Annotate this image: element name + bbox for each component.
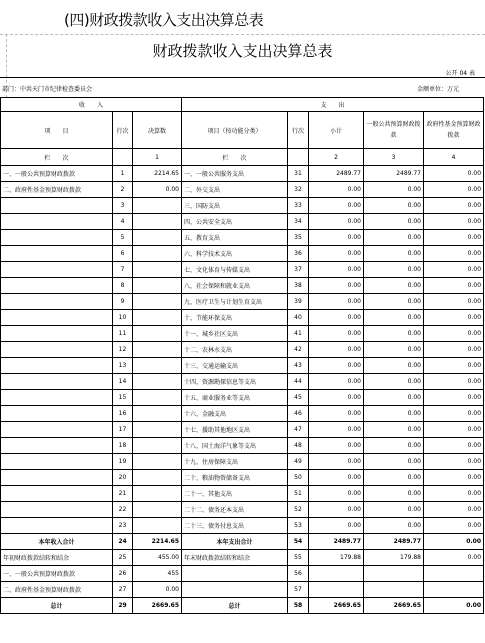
table-row: [1, 262, 484, 278]
cell-sub: [309, 566, 364, 582]
cell-gfb: 0.00: [424, 342, 484, 358]
cell-ex-item: 本年支出合计: [182, 534, 288, 550]
cell-gpb: 2669.65: [364, 598, 424, 614]
cell-in-amt: [133, 230, 182, 246]
cell-in-no: 29: [113, 598, 133, 614]
cell-in-no: 25: [113, 550, 133, 566]
cell-gpb: 0.00: [364, 198, 424, 214]
cell-gfb: 0.00: [424, 262, 484, 278]
cell-gfb: [424, 566, 484, 582]
cell-gpb: 0.00: [364, 406, 424, 422]
cell-in-no: 17: [113, 422, 133, 438]
report-title: 财政拨款收入支出决算总表: [152, 42, 333, 60]
header-general-public-budget: 一般公共预算财政拨款: [364, 112, 424, 149]
cell-gfb: 0.00: [424, 534, 484, 550]
cell-in-item: [1, 470, 113, 486]
summary-row: [1, 566, 484, 582]
table-row: [1, 454, 484, 470]
cell-gpb: 0.00: [364, 422, 424, 438]
table-row: [1, 486, 484, 502]
cell-in-no: 5: [113, 230, 133, 246]
header-final-amount: 决算数: [133, 112, 182, 149]
cell-in-no: 1: [113, 166, 133, 182]
table-row: [1, 246, 484, 262]
table-row: [1, 470, 484, 486]
cell-sub: 0.00: [309, 454, 364, 470]
cell-in-amt: 0.00: [133, 582, 182, 598]
cell-in-no: 14: [113, 374, 133, 390]
cell-ex-no: 48: [288, 438, 309, 454]
cell-gpb: 0.00: [364, 310, 424, 326]
cell-ex-no: 58: [288, 598, 309, 614]
cell-in-item: [1, 230, 113, 246]
table-row: [1, 230, 484, 246]
cell-ex-item: 六、科学技术支出: [182, 246, 288, 262]
header-income-line-no: 行次: [113, 112, 133, 149]
cell-gpb: 0.00: [364, 518, 424, 534]
table-row: [1, 422, 484, 438]
cell-in-no: 9: [113, 294, 133, 310]
cell-in-no: 10: [113, 310, 133, 326]
table-row: [1, 518, 484, 534]
table-row: [1, 182, 484, 198]
cell-gpb: 0.00: [364, 470, 424, 486]
cell-in-item: [1, 422, 113, 438]
department-label: 部门：中共天门市纪律检查委员会: [2, 86, 93, 93]
cell-gpb: [364, 582, 424, 598]
cell-in-no: 6: [113, 246, 133, 262]
cell-in-amt: [133, 342, 182, 358]
cell-ex-item: 三、国防支出: [182, 198, 288, 214]
cell-ex-no: 50: [288, 470, 309, 486]
cell-in-no: 19: [113, 454, 133, 470]
cell-gpb: [364, 566, 424, 582]
cell-gfb: 0.00: [424, 374, 484, 390]
cell-ex-no: 36: [288, 246, 309, 262]
column-index-2: 2: [309, 149, 364, 166]
cell-gfb: 0.00: [424, 214, 484, 230]
column-index-row: [1, 149, 484, 166]
cell-in-item: [1, 374, 113, 390]
cell-in-no: 7: [113, 262, 133, 278]
cell-sub: 0.00: [309, 486, 364, 502]
cell-ex-no: 51: [288, 486, 309, 502]
cell-in-item: [1, 502, 113, 518]
table-row: [1, 374, 484, 390]
cell-in-no: 27: [113, 582, 133, 598]
cell-gpb: 0.00: [364, 230, 424, 246]
cell-in-item: [1, 214, 113, 230]
cell-ex-no: 57: [288, 582, 309, 598]
cell-ex-item: 七、文化体育与传媒支出: [182, 262, 288, 278]
cell-sub: 0.00: [309, 246, 364, 262]
cell-in-amt: [133, 326, 182, 342]
cell-ex-no: 46: [288, 406, 309, 422]
cell-in-item: [1, 438, 113, 454]
cell-in-amt: 0.00: [133, 182, 182, 198]
cell-gpb: 0.00: [364, 486, 424, 502]
cell-sub: 2489.77: [309, 166, 364, 182]
cell-ex-no: 31: [288, 166, 309, 182]
cell-in-item: [1, 486, 113, 502]
cell-ex-item: [182, 582, 288, 598]
cell-ex-no: 32: [288, 182, 309, 198]
cell-ex-no: 39: [288, 294, 309, 310]
cell-gpb: 0.00: [364, 390, 424, 406]
cell-ex-item: 十二、农林水支出: [182, 342, 288, 358]
cell-gpb: 0.00: [364, 294, 424, 310]
cell-sub: 0.00: [309, 358, 364, 374]
cell-gpb: 2489.77: [364, 534, 424, 550]
cell-ex-no: 55: [288, 550, 309, 566]
cell-gfb: 0.00: [424, 422, 484, 438]
cell-sub: 0.00: [309, 422, 364, 438]
cell-in-no: 26: [113, 566, 133, 582]
cell-ex-no: 44: [288, 374, 309, 390]
cell-sub: 0.00: [309, 390, 364, 406]
cell-gpb: 0.00: [364, 454, 424, 470]
cell-gfb: 0.00: [424, 550, 484, 566]
table-row: [1, 310, 484, 326]
cell-ex-no: 37: [288, 262, 309, 278]
cell-sub: 0.00: [309, 230, 364, 246]
cell-in-item: 年初财政拨款结转和结余: [1, 550, 113, 566]
table-row: [1, 294, 484, 310]
cell-gpb: 0.00: [364, 182, 424, 198]
cell-in-no: 20: [113, 470, 133, 486]
cell-ex-no: 35: [288, 230, 309, 246]
cell-in-item: [1, 406, 113, 422]
cell-in-amt: [133, 310, 182, 326]
cell-in-item: [1, 326, 113, 342]
header-divider: [0, 77, 485, 78]
cell-ex-item: 十四、资源勘探信息等支出: [182, 374, 288, 390]
cell-gpb: 2489.77: [364, 166, 424, 182]
cell-gpb: 0.00: [364, 374, 424, 390]
cell-sub: 2669.65: [309, 598, 364, 614]
cell-ex-item: 五、教育支出: [182, 230, 288, 246]
header-expense-line-no: 行次: [288, 112, 309, 149]
table-row: [1, 198, 484, 214]
cell-ex-item: 八、社会保障和就业支出: [182, 278, 288, 294]
cell-in-item: [1, 390, 113, 406]
income-group-header: 收 入: [1, 98, 182, 112]
cell-gpb: 0.00: [364, 326, 424, 342]
cell-gfb: [424, 582, 484, 598]
cell-gpb: 0.00: [364, 438, 424, 454]
table-row: [1, 278, 484, 294]
cell-gfb: 0.00: [424, 438, 484, 454]
cell-ex-no: 42: [288, 342, 309, 358]
cell-ex-item: 十一、城乡社区支出: [182, 326, 288, 342]
table-row: [1, 502, 484, 518]
cell-gfb: 0.00: [424, 358, 484, 374]
cell-in-no: 24: [113, 534, 133, 550]
cell-sub: 179.88: [309, 550, 364, 566]
cell-in-amt: [133, 486, 182, 502]
summary-row: [1, 582, 484, 598]
cell-in-amt: 455.00: [133, 550, 182, 566]
cell-gfb: 0.00: [424, 230, 484, 246]
cell-in-amt: [133, 502, 182, 518]
cell-sub: 0.00: [309, 262, 364, 278]
cell-in-amt: [133, 374, 182, 390]
cell-gpb: 0.00: [364, 246, 424, 262]
cell-ex-no: 41: [288, 326, 309, 342]
cell-ex-item: 一、一般公共服务支出: [182, 166, 288, 182]
cell-in-amt: [133, 518, 182, 534]
cell-in-amt: [133, 278, 182, 294]
cell-sub: 0.00: [309, 438, 364, 454]
column-index-label: 栏 次: [182, 149, 288, 166]
summary-row: [1, 534, 484, 550]
cell-in-no: 2: [113, 182, 133, 198]
table-row: [1, 214, 484, 230]
cell-ex-item: [182, 566, 288, 582]
cell-gfb: 0.00: [424, 166, 484, 182]
cell-sub: 0.00: [309, 294, 364, 310]
cell-in-amt: 2214.65: [133, 166, 182, 182]
cell-in-no: 13: [113, 358, 133, 374]
cell-ex-item: 九、医疗卫生与计划生育支出: [182, 294, 288, 310]
cell-in-amt: 2214.65: [133, 534, 182, 550]
cell-sub: 0.00: [309, 502, 364, 518]
header-expense-item: 项目（按功能分类）: [182, 112, 288, 149]
table-row: [1, 406, 484, 422]
table-row: [1, 166, 484, 182]
cell-ex-no: 53: [288, 518, 309, 534]
cell-in-amt: [133, 294, 182, 310]
cell-gfb: 0.00: [424, 246, 484, 262]
cell-gpb: 0.00: [364, 214, 424, 230]
cell-in-no: 12: [113, 342, 133, 358]
header-gov-fund-budget: 政府性基金预算财政拨款: [424, 112, 484, 149]
cell-ex-item: 十七、援助其他地区支出: [182, 422, 288, 438]
cell-in-amt: [133, 358, 182, 374]
cell-in-amt: [133, 470, 182, 486]
cell-ex-no: 52: [288, 502, 309, 518]
cell-in-item: [1, 278, 113, 294]
cell-sub: 0.00: [309, 374, 364, 390]
cell-sub: 0.00: [309, 182, 364, 198]
group-header-row: [1, 98, 484, 112]
cell-ex-no: 40: [288, 310, 309, 326]
cell-in-amt: [133, 454, 182, 470]
column-index-1: 1: [133, 149, 182, 166]
cell-gfb: 0.00: [424, 470, 484, 486]
cell-in-item: [1, 358, 113, 374]
cell-gfb: 0.00: [424, 406, 484, 422]
cell-gpb: 0.00: [364, 358, 424, 374]
cell-in-no: 21: [113, 486, 133, 502]
column-index-4: 4: [424, 149, 484, 166]
header-subtotal: 小计: [309, 112, 364, 149]
cell-gfb: 0.00: [424, 486, 484, 502]
cell-in-item: 二、政府性基金预算财政拨款: [1, 582, 113, 598]
table-row: [1, 342, 484, 358]
cell-in-no: 15: [113, 390, 133, 406]
cell-ex-no: 54: [288, 534, 309, 550]
cell-in-amt: 2669.65: [133, 598, 182, 614]
cell-in-item: 一、一般公共预算财政拨款: [1, 166, 113, 182]
cell-in-item: [1, 198, 113, 214]
cell-ex-no: 47: [288, 422, 309, 438]
cell-in-amt: 455: [133, 566, 182, 582]
cell-in-item: 本年收入合计: [1, 534, 113, 550]
table-row: [1, 390, 484, 406]
cell-in-item: 总计: [1, 598, 113, 614]
cell-in-item: 二、政府性基金预算财政拨款: [1, 182, 113, 198]
cell-ex-no: 38: [288, 278, 309, 294]
table-row: [1, 438, 484, 454]
cell-sub: 0.00: [309, 518, 364, 534]
cell-ex-no: 43: [288, 358, 309, 374]
cell-ex-item: 十八、国土海洋气象等支出: [182, 438, 288, 454]
cell-ex-item: 十九、住房保障支出: [182, 454, 288, 470]
cell-sub: 0.00: [309, 406, 364, 422]
section-heading: (四)财政拨款收入支出决算总表: [64, 11, 264, 29]
cell-sub: 0.00: [309, 198, 364, 214]
cell-ex-item: 二十二、债务还本支出: [182, 502, 288, 518]
cell-in-item: 一、一般公共预算财政拨款: [1, 566, 113, 582]
cell-in-item: [1, 262, 113, 278]
cell-sub: 0.00: [309, 326, 364, 342]
cell-ex-item: 二、外交支出: [182, 182, 288, 198]
table-row: [1, 326, 484, 342]
cell-ex-item: 四、公共安全支出: [182, 214, 288, 230]
cell-gfb: 0.00: [424, 390, 484, 406]
cell-ex-no: 33: [288, 198, 309, 214]
cell-sub: 0.00: [309, 470, 364, 486]
cell-sub: 0.00: [309, 278, 364, 294]
cell-in-no: 16: [113, 406, 133, 422]
cell-ex-item: 十五、商业服务业等支出: [182, 390, 288, 406]
cell-in-amt: [133, 198, 182, 214]
cell-gfb: 0.00: [424, 502, 484, 518]
cell-in-amt: [133, 406, 182, 422]
cell-ex-item: 二十、粮油物资储备支出: [182, 470, 288, 486]
cell-gfb: 0.00: [424, 310, 484, 326]
cell-in-item: [1, 246, 113, 262]
cell-ex-no: 45: [288, 390, 309, 406]
cell-in-item: [1, 310, 113, 326]
cell-sub: 0.00: [309, 214, 364, 230]
cell-in-no: 23: [113, 518, 133, 534]
cell-in-no: 8: [113, 278, 133, 294]
cell-in-no: 11: [113, 326, 133, 342]
cell-ex-item: 十、节能环保支出: [182, 310, 288, 326]
cell-in-item: [1, 342, 113, 358]
cell-gfb: 0.00: [424, 294, 484, 310]
cell-in-amt: [133, 422, 182, 438]
cell-gfb: 0.00: [424, 598, 484, 614]
cell-in-no: 22: [113, 502, 133, 518]
cell-in-amt: [133, 390, 182, 406]
cell-in-amt: [133, 246, 182, 262]
cell-in-no: 3: [113, 198, 133, 214]
cell-sub: 0.00: [309, 310, 364, 326]
column-index-blank: [113, 149, 133, 166]
cell-gpb: 0.00: [364, 262, 424, 278]
cell-ex-item: 总计: [182, 598, 288, 614]
budget-table: [0, 97, 484, 614]
column-header-row: [1, 112, 484, 149]
cell-in-amt: [133, 214, 182, 230]
cell-in-item: [1, 454, 113, 470]
cell-gfb: 0.00: [424, 198, 484, 214]
cell-ex-no: 34: [288, 214, 309, 230]
summary-row: [1, 598, 484, 614]
page-break-line: [0, 34, 485, 35]
cell-ex-no: 56: [288, 566, 309, 582]
cell-sub: 0.00: [309, 342, 364, 358]
summary-row: [1, 550, 484, 566]
cell-ex-item: 十三、交通运输支出: [182, 358, 288, 374]
cell-in-no: 4: [113, 214, 133, 230]
cell-gpb: 0.00: [364, 278, 424, 294]
column-index-blank: [288, 149, 309, 166]
cell-gfb: 0.00: [424, 182, 484, 198]
table-row: [1, 358, 484, 374]
cell-gfb: 0.00: [424, 518, 484, 534]
cell-in-no: 18: [113, 438, 133, 454]
expense-group-header: 支 出: [182, 98, 484, 112]
cell-gfb: 0.00: [424, 278, 484, 294]
cell-ex-no: 49: [288, 454, 309, 470]
cell-in-amt: [133, 262, 182, 278]
column-index-3: 3: [364, 149, 424, 166]
cell-ex-item: 十六、金融支出: [182, 406, 288, 422]
cell-sub: 2489.77: [309, 534, 364, 550]
cell-in-item: [1, 518, 113, 534]
column-index-label: 栏 次: [1, 149, 113, 166]
cell-in-amt: [133, 438, 182, 454]
cell-gfb: 0.00: [424, 326, 484, 342]
cell-sub: [309, 582, 364, 598]
cell-gpb: 0.00: [364, 502, 424, 518]
cell-in-item: [1, 294, 113, 310]
cell-gpb: 179.88: [364, 550, 424, 566]
header-income-item: 项 目: [1, 112, 113, 149]
cell-gpb: 0.00: [364, 342, 424, 358]
cell-ex-item: 年末财政拨款结转和结余: [182, 550, 288, 566]
unit-label: 金额单位：万元: [416, 86, 459, 93]
cell-ex-item: 二十一、其他支出: [182, 486, 288, 502]
cell-ex-item: 二十三、债务付息支出: [182, 518, 288, 534]
form-code: 公开 04 表: [445, 70, 475, 77]
cell-gfb: 0.00: [424, 454, 484, 470]
